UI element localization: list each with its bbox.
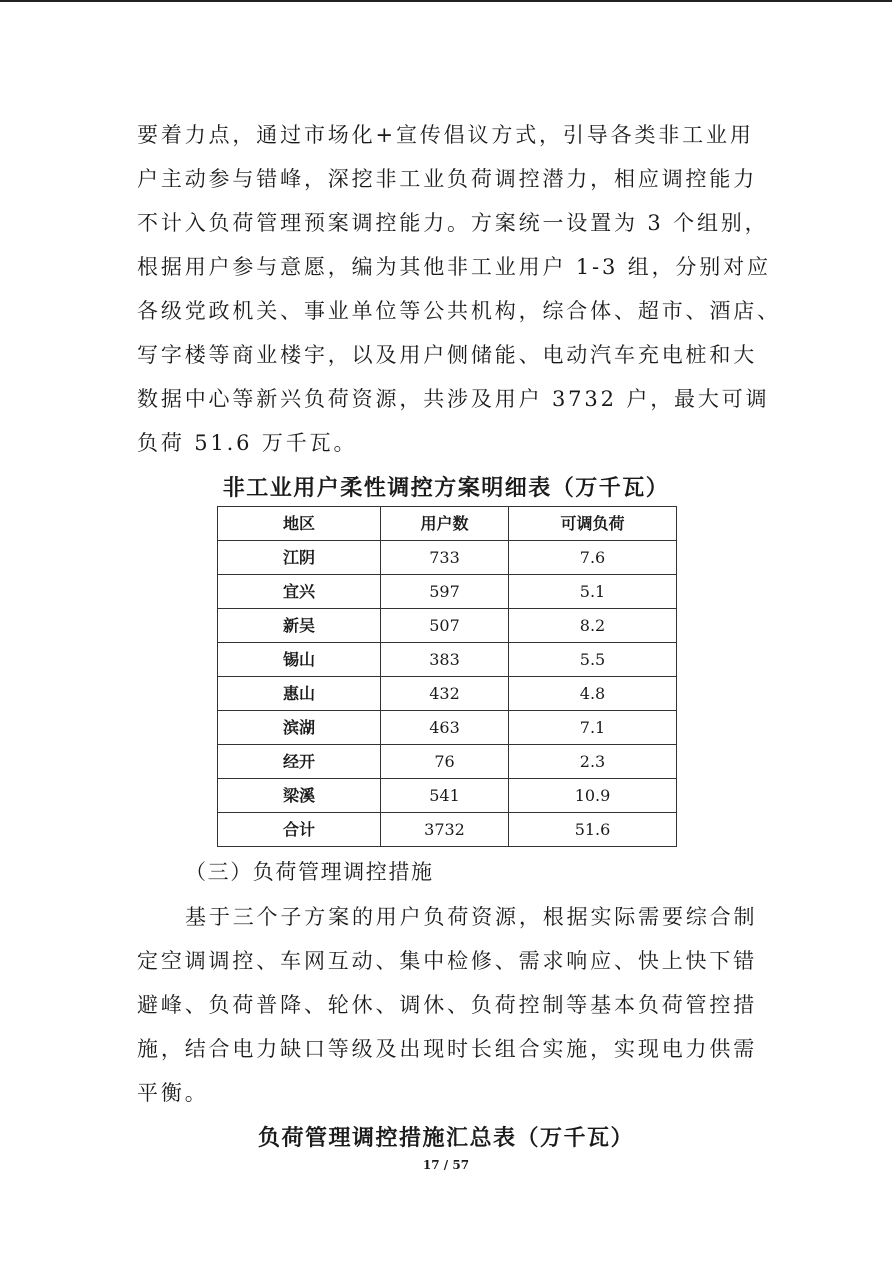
table-total-row [218, 813, 677, 847]
table1-title: 非工业用户柔性调控方案明细表（万千瓦） [222, 475, 670, 501]
paragraph-line: 数据中心等新兴负荷资源，共涉及用户 3732 户，最大可调 [137, 387, 770, 411]
header-adjustable-load: 可调负荷 [509, 507, 677, 541]
top-border-line [0, 0, 892, 2]
paragraph-measures [137, 895, 777, 1115]
header-region: 地区 [218, 507, 381, 541]
cell-user-count: 733 [381, 541, 509, 575]
paragraph-line: 定空调调控、车网互动、集中检修、需求响应、快上快下错 [137, 949, 758, 973]
paragraph-intro [137, 113, 781, 465]
cell-user-count: 463 [381, 711, 509, 745]
cell-user-count: 3732 [381, 813, 509, 847]
paragraph-line: 基于三个子方案的用户负荷资源，根据实际需要综合制 [185, 905, 758, 929]
header-user-count: 用户数 [381, 507, 509, 541]
paragraph-line: 不计入负荷管理预案调控能力。方案统一设置为 3 个组别， [137, 211, 769, 235]
table-row [218, 575, 677, 609]
cell-user-count: 76 [381, 745, 509, 779]
cell-region: 经开 [218, 745, 381, 779]
non-industrial-user-table [217, 506, 677, 847]
cell-user-count: 432 [381, 677, 509, 711]
table-row [218, 745, 677, 779]
table2-title: 负荷管理调控措施汇总表（万千瓦） [257, 1125, 634, 1151]
paragraph-line: 施，结合电力缺口等级及出现时长组合实施，实现电力供需 [137, 1037, 758, 1061]
cell-region: 宜兴 [218, 575, 381, 609]
paragraph-line: 户主动参与错峰，深挖非工业负荷调控潜力，相应调控能力 [137, 167, 758, 191]
paragraph-line: 负荷 51.6 万千瓦。 [137, 431, 358, 455]
paragraph-line: 平衡。 [137, 1081, 209, 1105]
paragraph-line: 各级党政机关、事业单位等公共机构，综合体、超市、酒店、 [137, 299, 781, 323]
table-header-row [218, 507, 677, 541]
table-row [218, 541, 677, 575]
paragraph-line: 根据用户参与意愿，编为其他非工业用户 1-3 组，分别对应 [137, 255, 771, 279]
cell-region: 新吴 [218, 609, 381, 643]
cell-adjustable-load: 7.6 [509, 541, 677, 575]
cell-user-count: 541 [381, 779, 509, 813]
cell-user-count: 507 [381, 609, 509, 643]
table-row [218, 609, 677, 643]
paragraph-line: 要着力点，通过市场化+宣传倡议方式，引导各类非工业用 [137, 123, 754, 147]
section-heading: （三）负荷管理调控措施 [185, 860, 434, 884]
paragraph-line: 写字楼等商业楼宇，以及用户侧储能、电动汽车充电桩和大 [137, 343, 758, 367]
cell-adjustable-load: 4.8 [509, 677, 677, 711]
cell-adjustable-load: 5.1 [509, 575, 677, 609]
cell-adjustable-load: 8.2 [509, 609, 677, 643]
cell-adjustable-load: 10.9 [509, 779, 677, 813]
page-number: 17 / 57 [422, 1158, 470, 1172]
cell-region: 锡山 [218, 643, 381, 677]
table-row [218, 779, 677, 813]
cell-adjustable-load: 5.5 [509, 643, 677, 677]
cell-adjustable-load: 51.6 [509, 813, 677, 847]
cell-region: 滨湖 [218, 711, 381, 745]
cell-user-count: 383 [381, 643, 509, 677]
cell-region: 惠山 [218, 677, 381, 711]
table-row [218, 677, 677, 711]
cell-adjustable-load: 7.1 [509, 711, 677, 745]
cell-region: 合计 [218, 813, 381, 847]
table-row [218, 711, 677, 745]
cell-region: 梁溪 [218, 779, 381, 813]
table-row [218, 643, 677, 677]
cell-user-count: 597 [381, 575, 509, 609]
cell-region: 江阴 [218, 541, 381, 575]
cell-adjustable-load: 2.3 [509, 745, 677, 779]
paragraph-line: 避峰、负荷普降、轮休、调休、负荷控制等基本负荷管控措 [137, 993, 758, 1017]
